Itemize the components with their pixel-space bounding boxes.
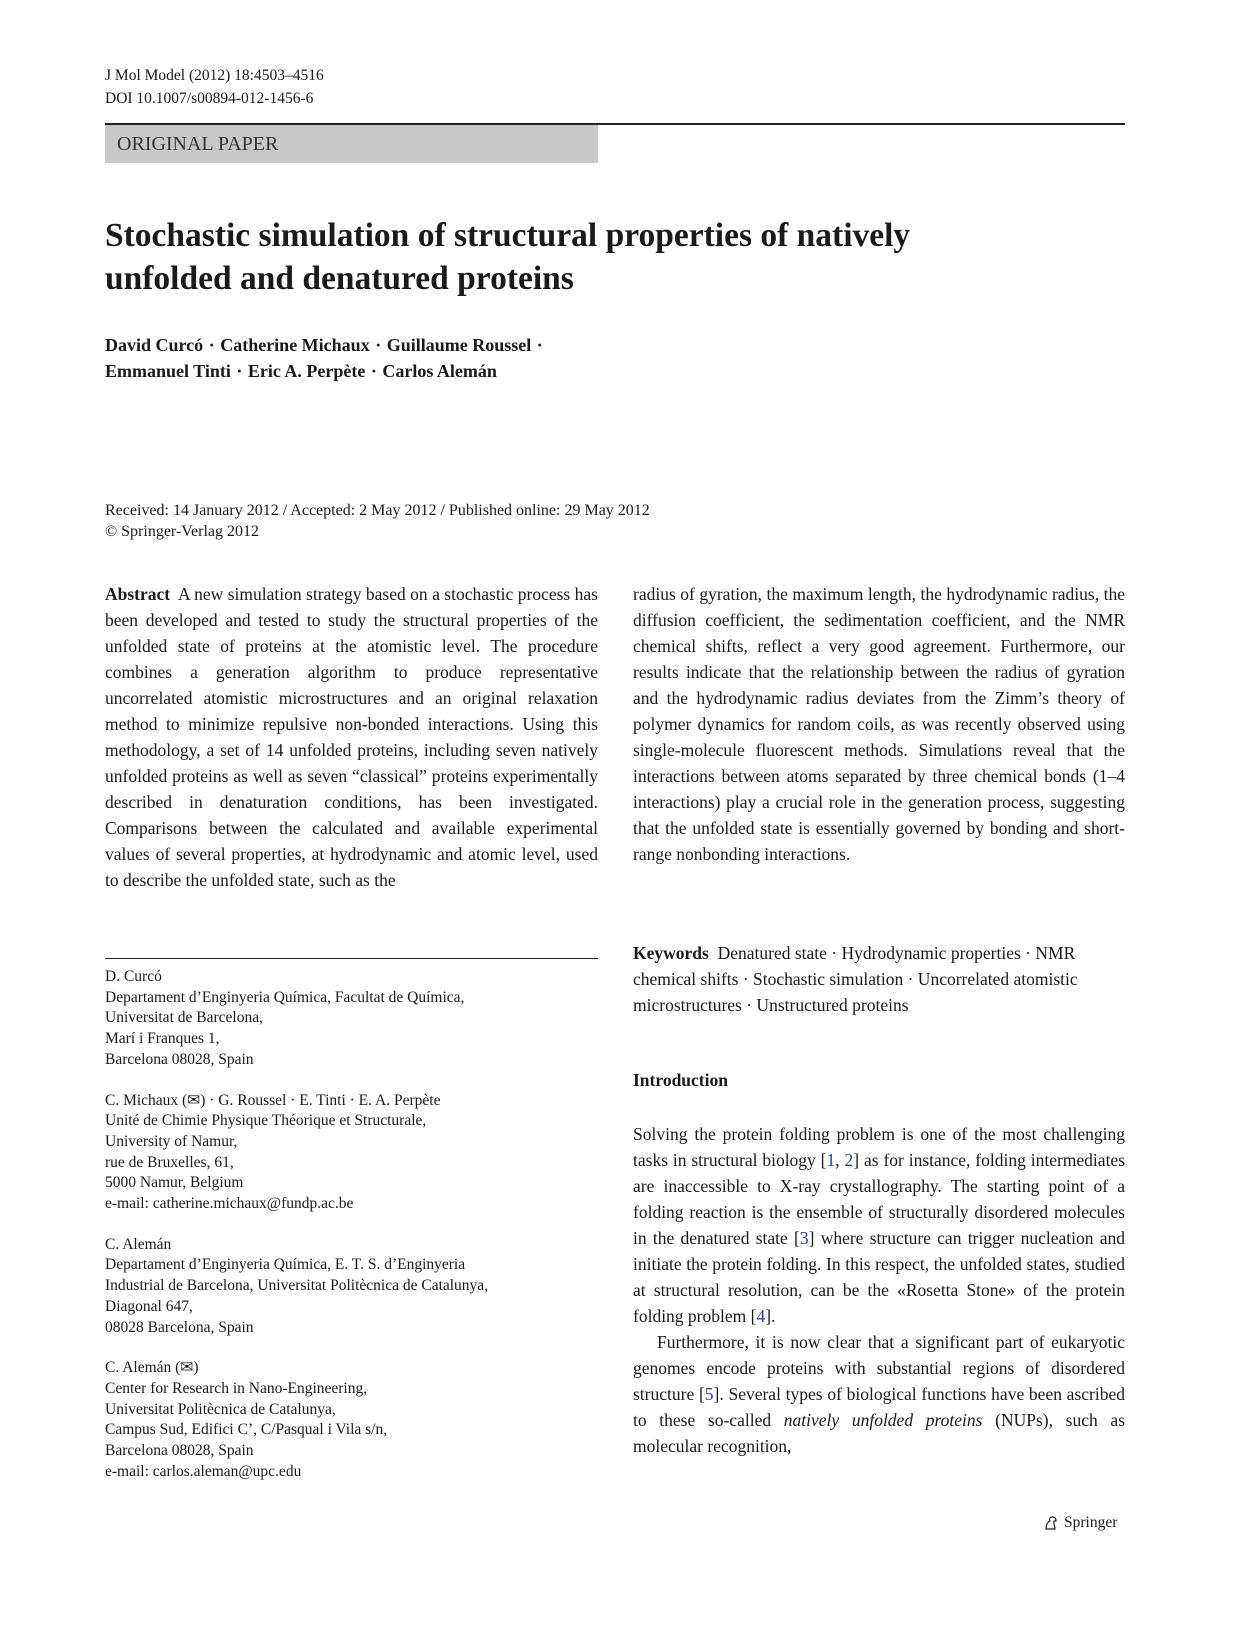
- affiliations: [105, 967, 598, 1502]
- affiliation-line: D. Curcó: [105, 968, 162, 985]
- article-type-label: ORIGINAL PAPER: [105, 125, 598, 163]
- affiliation-line: Center for Research in Nano-Engineering,: [105, 1379, 368, 1397]
- published-date: Published online: 29 May 2012: [448, 502, 650, 519]
- doi: DOI 10.1007/s00894-012-1456-6: [105, 90, 314, 107]
- text-run: ] as for instance, folding intermediates are inaccessible to X-ray crystallography. The starting point of a folding reaction is the ensemble of structurally disordered molecules in the denatured state [: [633, 1150, 1126, 1248]
- affiliation: [105, 1235, 598, 1339]
- journal-header: [105, 64, 324, 110]
- affiliation-line: C. Alemán (✉): [105, 1359, 199, 1377]
- text-run: ]. Several types of biological functions have been ascribed to these so-called: [633, 1384, 1125, 1430]
- affiliation-line: Industrial de Barcelona, Universitat Politècnica de Catalunya,: [105, 1277, 489, 1295]
- text-run: Furthermore, it is now clear that a significant part of eukaryotic genomes encode proteins with substantial regions of disordered structure [: [633, 1332, 1125, 1404]
- email-link[interactable]: e-mail: carlos.aleman@upc.edu: [105, 1462, 302, 1480]
- springer-horse-icon: [1042, 1514, 1060, 1532]
- citation-link[interactable]: 1: [826, 1150, 836, 1170]
- received-date: Received: 14 January 2012 /: [105, 502, 288, 519]
- author-name: Emmanuel Tinti: [105, 361, 231, 381]
- abstract-left: [105, 581, 598, 893]
- text-run: ,: [835, 1150, 845, 1170]
- accepted-date: Accepted: 2 May 2012 /: [290, 502, 445, 519]
- abstract-text-left: A new simulation strategy based on a stochastic process has been developed and tested to study the structural properties of the unfolded state of proteins at the atomistic level. The procedure combines a generation algorithm to produce representative uncorrelated atomistic microstructures and an original relaxation method to minimize repulsive non-bonded interactions. Using this methodology, a set of 14 unfolded proteins, including seven natively unfolded proteins as well as seven “classical” proteins experimentally described in denaturation conditions, has been investigated. Comparisons between the calculated and available experimental values of several properties, at hydrodynamic and atomic level, used to describe the unfolded state, such as the: [105, 584, 598, 890]
- affiliation-line: 5000 Namur, Belgium: [105, 1174, 244, 1192]
- abstract-text-right: radius of gyration, the maximum length, the hydrodynamic radius, the diffusion coefficient, the sedimentation coefficient, and the NMR chemical shifts, reflect a very good agreement. Furthermore, our results indicate that the relationship between the radius of gyration and the hydrodynamic radius deviates from the Zimm’s theory of polymer dynamics for random coils, as was recently observed using single-molecule fluorescent methods. Simulations reveal that the interactions between atoms separated by three chemical bonds (1–4 interactions) play a crucial role in the generation process, suggesting that the unfolded state is essentially governed by bonding and short-range nonbonding interactions.: [633, 584, 1125, 864]
- affiliation-line: rue de Bruxelles, 61,: [105, 1153, 234, 1171]
- text-run: Solving the protein folding problem is one of the most challenging tasks in structural biology [: [633, 1124, 1125, 1170]
- affiliation-line: Diagonal 647,: [105, 1297, 193, 1315]
- affiliation-line: University of Namur,: [105, 1132, 238, 1150]
- author-separator: ·: [236, 361, 243, 381]
- author-separator: ·: [208, 335, 215, 355]
- text-run: natively unfolded proteins: [783, 1410, 983, 1430]
- affiliation-line: Universitat de Barcelona,: [105, 1009, 263, 1027]
- affiliation-line: Barcelona 08028, Spain: [105, 1442, 254, 1460]
- publisher-logo: [1042, 1514, 1117, 1532]
- citation-link[interactable]: 4: [756, 1306, 766, 1326]
- title-line-2: unfolded and denatured proteins: [105, 260, 574, 297]
- affiliation-line: Barcelona 08028, Spain: [105, 1050, 254, 1068]
- affiliation-rule: [105, 958, 598, 959]
- publication-dates: [105, 500, 1105, 542]
- author-name: Catherine Michaux: [220, 335, 370, 355]
- affiliation-line: Unité de Chimie Physique Théorique et Structurale,: [105, 1112, 427, 1130]
- introduction-body: [633, 1121, 1125, 1459]
- email-link[interactable]: e-mail: catherine.michaux@fundp.ac.be: [105, 1195, 354, 1213]
- affiliation-line: Departament d’Enginyeria Química, Facultat de Química,: [105, 988, 465, 1006]
- affiliation-line: C. Alemán: [105, 1235, 172, 1253]
- paragraph: [633, 1121, 1125, 1329]
- citation-link[interactable]: 5: [704, 1384, 714, 1404]
- affiliation: [105, 1091, 598, 1215]
- affiliation-line: Departament d’Enginyeria Química, E. T. S. d’Enginyeria: [105, 1256, 466, 1274]
- keywords-text: Denatured state · Hydrodynamic properties · NMR chemical shifts · Stochastic simulation · Uncorrelated atomistic microstructures · Unstructured proteins: [633, 943, 1078, 1015]
- paragraph: [633, 1329, 1125, 1459]
- author-name: David Curcó: [105, 335, 204, 355]
- affiliation-line: 08028 Barcelona, Spain: [105, 1318, 254, 1336]
- author-name: Guillaume Roussel: [386, 335, 532, 355]
- publisher-name: Springer: [1064, 1514, 1118, 1531]
- affiliation-line: Marí i Franques 1,: [105, 1030, 220, 1048]
- text-run: ].: [765, 1306, 776, 1326]
- keywords-label: Keywords: [633, 943, 709, 963]
- copyright: © Springer-Verlag 2012: [105, 523, 260, 540]
- affiliation: [105, 1358, 598, 1482]
- author-name: Eric A. Perpète: [247, 361, 366, 381]
- title-line-1: Stochastic simulation of structural properties of natively: [105, 217, 911, 254]
- affiliation-line: Universitat Politècnica de Catalunya,: [105, 1400, 336, 1418]
- section-heading-introduction: Introduction: [633, 1070, 728, 1090]
- paper-title: [105, 214, 1125, 300]
- abstract-label: Abstract: [105, 584, 171, 604]
- keywords: [633, 940, 1125, 1018]
- citation-link[interactable]: 3: [799, 1228, 809, 1248]
- author-separator: ·: [370, 361, 377, 381]
- journal-citation: J Mol Model (2012) 18:4503–4516: [105, 67, 324, 84]
- abstract-right: [633, 581, 1125, 867]
- author-list: [105, 332, 825, 384]
- affiliation: [105, 967, 598, 1071]
- author-name: Carlos Alemán: [382, 361, 497, 381]
- affiliation-line: C. Michaux (✉) · G. Roussel · E. Tinti · E. A. Perpète: [105, 1091, 441, 1109]
- text-run: ] where structure can trigger nucleation and initiate the protein folding. In this respect, the unfolded states, studied at structural resolution, can be the «Rosetta Stone» of the protein folding problem [: [633, 1228, 1125, 1326]
- text-run: (NUPs), such as molecular recognition,: [633, 1410, 1126, 1456]
- author-separator: ·: [375, 335, 382, 355]
- citation-link[interactable]: 2: [844, 1150, 854, 1170]
- author-separator: ·: [536, 335, 543, 355]
- affiliation-line: Campus Sud, Edifici C’, C/Pasqual i Vila s/n,: [105, 1421, 388, 1439]
